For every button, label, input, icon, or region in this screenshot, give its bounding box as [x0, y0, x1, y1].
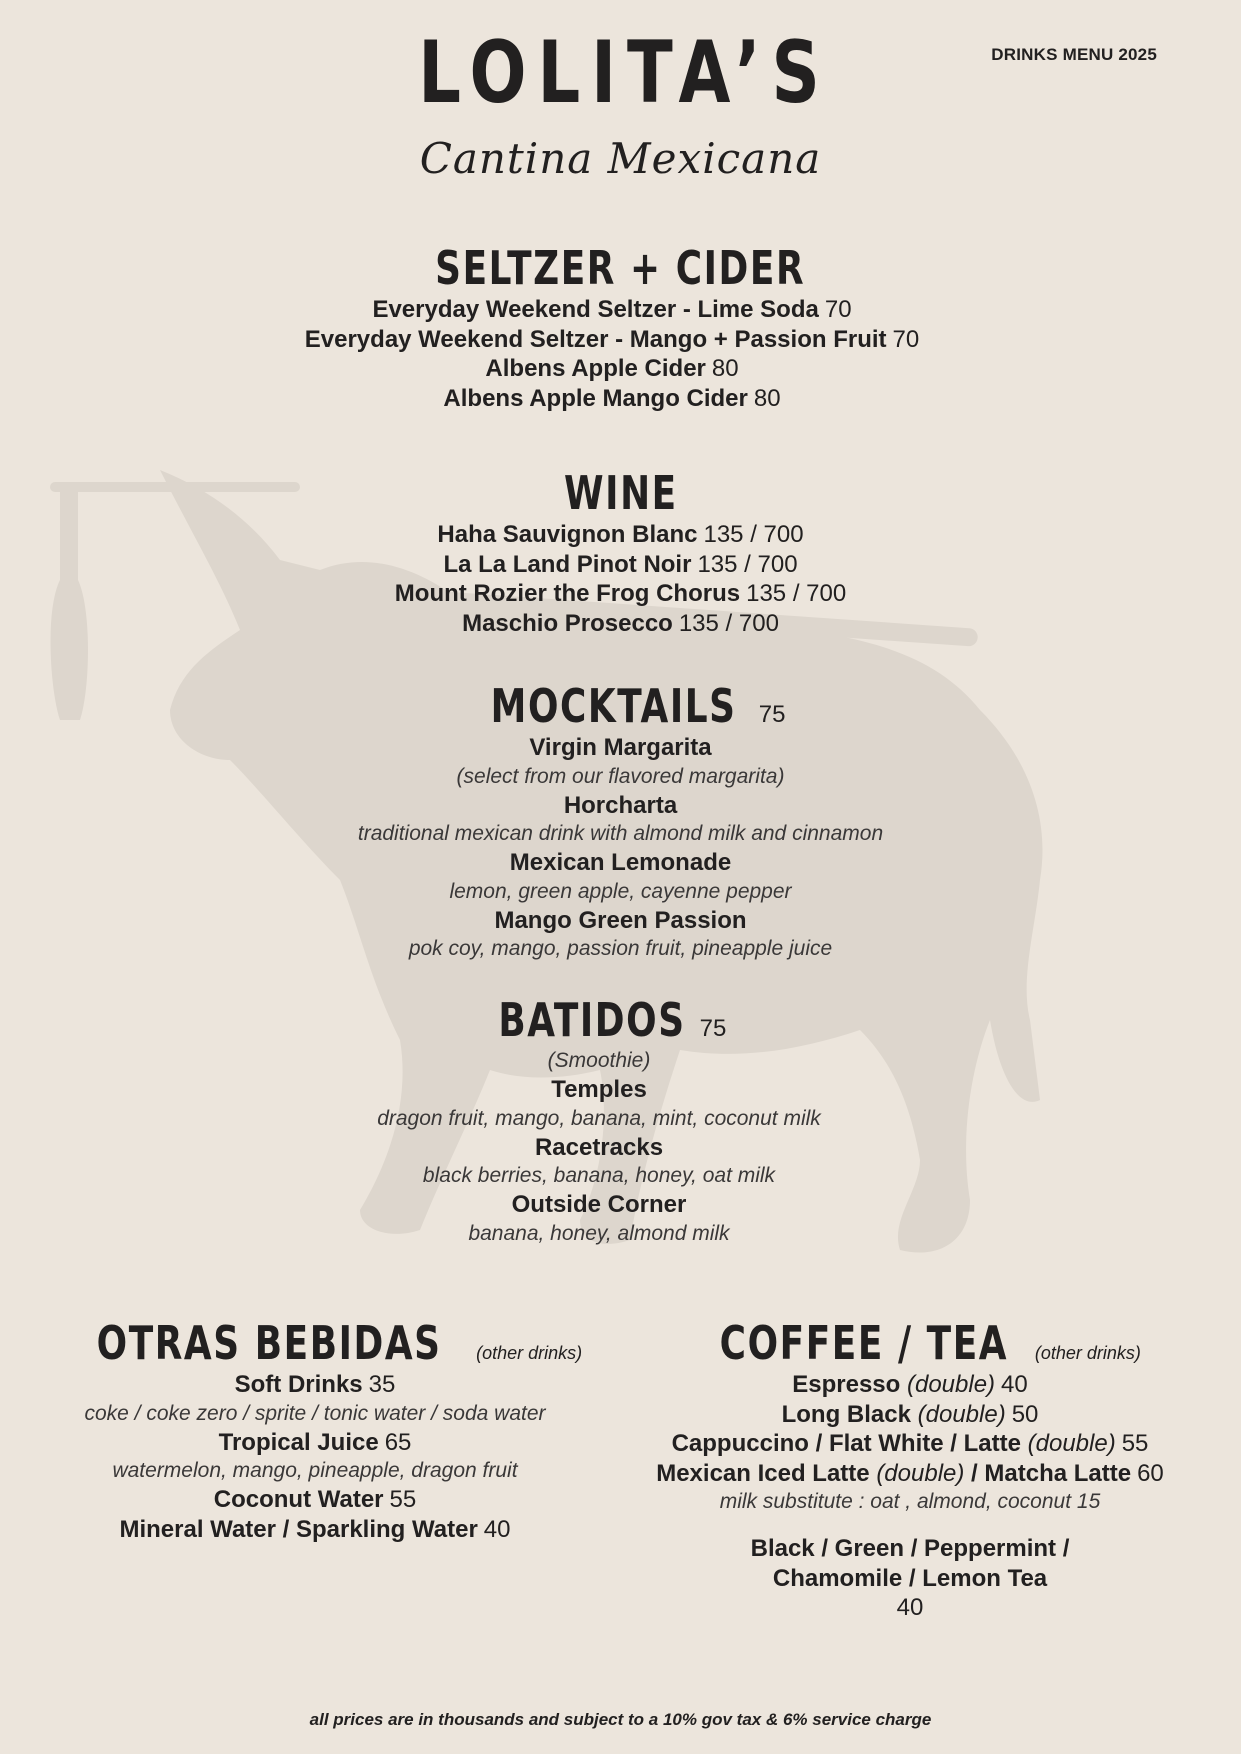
menu-item: Black / Green / Peppermint / — [750, 1535, 1070, 1562]
section-heading: BATIDOS — [498, 993, 686, 1047]
menu-item: Everyday Weekend Seltzer - Lime Soda 70 — [372, 296, 852, 323]
menu-year-label: DRINKS MENU 2025 — [991, 45, 1157, 64]
menu-item: Temples — [551, 1076, 647, 1103]
menu-item: Mexican Lemonade — [509, 849, 732, 876]
menu-item: Espresso (double) 40 — [792, 1371, 1028, 1398]
menu-item: Outside Corner — [511, 1191, 687, 1218]
section-heading: WINE — [563, 466, 678, 520]
menu-item: Tropical Juice 65 — [218, 1428, 412, 1456]
section-mocktails — [0, 679, 1241, 963]
menu-item-description: black berries, banana, honey, oat milk — [422, 1164, 776, 1187]
menu-item: Mango Green Passion — [494, 906, 747, 934]
menu-item-description: watermelon, mango, pineapple, dragon fruit — [112, 1459, 518, 1482]
menu-item: Coconut Water 55 — [213, 1486, 417, 1513]
milk-substitute-note: milk substitute : oat , almond, coconut 15 — [719, 1490, 1101, 1513]
menu-item-description: coke / coke zero / sprite / tonic water / soda water — [84, 1401, 546, 1425]
menu-item: Racetracks — [534, 1133, 664, 1161]
menu-item: Albens Apple Cider 80 — [485, 355, 739, 382]
section-wine — [0, 466, 1241, 638]
menu-item-description: dragon fruit, mango, banana, mint, coconut milk — [377, 1106, 821, 1130]
section-coffee-tea — [600, 1316, 1220, 1623]
menu-item-description: banana, honey, almond milk — [468, 1221, 730, 1245]
section-otras-bebidas — [0, 1316, 630, 1544]
menu-item: Cappuccino / Flat White / Latte (double) 55 — [671, 1430, 1149, 1457]
brand-tagline: Cantina Mexicana — [419, 134, 822, 183]
menu-item-price: 40 — [896, 1594, 924, 1621]
menu-item: La La Land Pinot Noir 135 / 700 — [443, 550, 798, 578]
logo — [0, 23, 1241, 183]
menu-item-description: traditional mexican drink with almond milk and cinnamon — [357, 822, 884, 845]
menu-item: Maschio Prosecco 135 / 700 — [462, 609, 779, 637]
section-heading: SELTZER + CIDER — [435, 241, 806, 295]
spacer — [600, 1516, 1220, 1534]
menu-item: Albens Apple Mango Cider 80 — [443, 384, 781, 412]
menu-item-description: pok coy, mango, passion fruit, pineapple juice — [408, 937, 833, 960]
menu-item: Everyday Weekend Seltzer - Mango + Passion Fruit 70 — [304, 325, 920, 353]
footer-note: all prices are in thousands and subject to a 10% gov tax & 6% service charge — [309, 1710, 932, 1729]
menu-item: Mexican Iced Latte (double) / Matcha Latte 60 — [656, 1459, 1164, 1487]
menu-item: Long Black (double) 50 — [781, 1400, 1039, 1428]
menu-item: Mineral Water / Sparkling Water 40 — [119, 1515, 511, 1543]
section-batidos — [0, 993, 1198, 1248]
brand-name: LOLITA’S — [418, 23, 831, 123]
menu-item: Virgin Margarita — [529, 734, 712, 761]
section-note: (other drinks) — [1034, 1343, 1141, 1363]
menu-item: Soft Drinks 35 — [234, 1371, 396, 1398]
menu-item-description: (select from our flavored margarita) — [456, 764, 785, 788]
menu-item-description: lemon, green apple, cayenne pepper — [449, 879, 792, 903]
section-note: (other drinks) — [476, 1343, 583, 1363]
menu-item: Mount Rozier the Frog Chorus 135 / 700 — [394, 580, 847, 607]
section-heading: MOCKTAILS — [490, 679, 737, 733]
section-price: 75 — [699, 1015, 727, 1042]
section-heading: OTRAS BEBIDAS — [96, 1316, 442, 1370]
section-heading: COFFEE / TEA — [719, 1316, 1009, 1370]
menu-item: Chamomile / Lemon Tea — [772, 1564, 1048, 1592]
menu-item: Horcharta — [563, 791, 678, 819]
section-seltzer-cider — [0, 241, 1241, 413]
section-subtitle: (Smoothie) — [547, 1049, 651, 1072]
section-price: 75 — [758, 701, 786, 728]
menu-item: Haha Sauvignon Blanc 135 / 700 — [437, 521, 804, 548]
